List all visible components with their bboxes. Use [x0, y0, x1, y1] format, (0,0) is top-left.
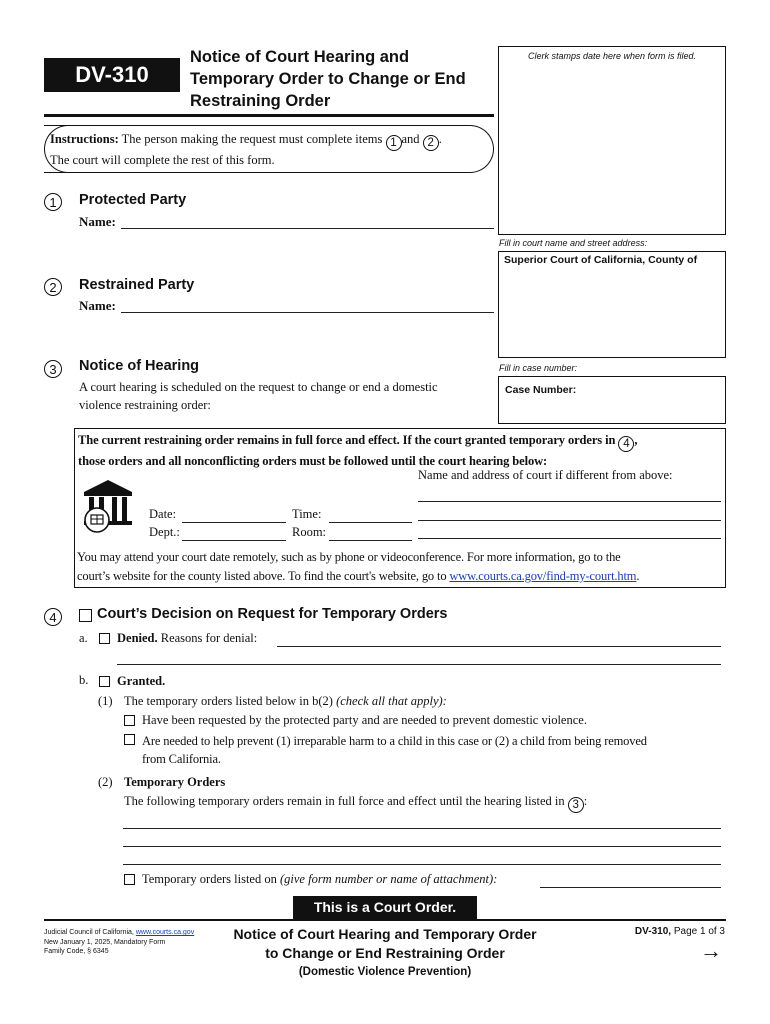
b2-text	[124, 794, 587, 813]
clerk-stamp-label: Clerk stamps date here when form is filed.	[527, 51, 697, 61]
b2-title: Temporary Orders	[124, 775, 226, 789]
title-line-3: Restraining Order	[190, 92, 331, 110]
attachment-text-main: Temporary orders listed on	[142, 872, 277, 886]
item-1-ref: 1	[386, 135, 402, 151]
b1-text-main: The temporary orders listed below in b(2)	[124, 694, 333, 708]
footer-title-line-2: to Change or End Restraining Order	[265, 945, 505, 961]
dept-line[interactable]	[182, 540, 286, 541]
court-fill-label: Fill in court name and street address:	[499, 238, 648, 248]
alt-court-label: Name and address of court if different from above:	[418, 468, 673, 482]
date-line[interactable]	[182, 522, 286, 523]
instructions-text-a: The person making the request must complete items	[121, 132, 383, 146]
remote-line-2: court’s website for the county listed above. To find the court's website, go to	[77, 569, 447, 583]
b2-text-main: The following temporary orders remain in full force and effect until the hearing listed in	[124, 794, 565, 808]
court-address-box[interactable]	[498, 251, 726, 358]
item-4-ref: 4	[618, 436, 634, 452]
item-2-ref: 2	[423, 135, 439, 151]
item-b-letter: b.	[79, 673, 89, 687]
notice-line-2: those orders and all nonconflicting orders must be followed until the court hearing below:	[78, 454, 548, 468]
room-line[interactable]	[329, 540, 412, 541]
find-my-court-link[interactable]: www.courts.ca.gov/find-my-court.htm	[449, 569, 637, 583]
courts-ca-gov-link[interactable]: www.courts.ca.gov	[135, 929, 195, 936]
room-label: Room:	[292, 525, 327, 539]
attachment-checkbox[interactable]	[124, 874, 135, 885]
section-3-number: 3	[44, 360, 62, 378]
section-3-text-line-1: A court hearing is scheduled on the request to change or end a domestic	[79, 380, 438, 394]
council-text: Judicial Council of California,	[44, 929, 134, 936]
remote-line-1: You may attend your court date remotely, such as by phone or videoconference. For more information, go to the	[77, 550, 621, 564]
b1-option-2-line-2: from California.	[142, 752, 221, 766]
b2-colon: :	[583, 794, 588, 808]
time-label: Time:	[292, 507, 322, 521]
b1-option-1-checkbox[interactable]	[124, 715, 135, 726]
hearing-notice	[78, 431, 723, 470]
b2-number: (2)	[98, 775, 113, 789]
form-revision-date: New January 1, 2025, Mandatory Form	[44, 938, 166, 946]
footer-form-number: DV-310,	[634, 926, 672, 937]
alt-court-line-3	[418, 538, 721, 539]
denied-reason-line-1[interactable]	[277, 646, 721, 647]
case-number-label: Case Number:	[505, 384, 577, 396]
denied-text	[117, 631, 257, 646]
court-order-banner: This is a Court Order.	[293, 896, 477, 919]
granted-checkbox[interactable]	[99, 676, 110, 687]
instructions-bold: Instructions:	[50, 132, 119, 146]
restrained-name-input[interactable]	[124, 297, 492, 311]
attachment-text	[142, 872, 497, 887]
restrained-name-label: Name:	[79, 298, 116, 313]
section-3-text-line-2: violence restraining order:	[79, 398, 211, 412]
denied-checkbox[interactable]	[99, 633, 110, 644]
family-code-ref: Family Code, § 6345	[44, 948, 109, 955]
protected-name-line	[121, 228, 494, 229]
section-1-title: Protected Party	[79, 192, 187, 208]
b1-option-1-text: Have been requested by the protected party and are needed to prevent domestic violence.	[142, 713, 587, 727]
instructions-text-b: The court will complete the rest of this form.	[50, 153, 275, 167]
protected-name-input[interactable]	[124, 213, 492, 227]
form-title	[190, 46, 500, 112]
next-page-arrow-icon[interactable]: →	[700, 938, 722, 963]
form-number-badge: DV-310	[44, 58, 180, 92]
denied-bold: Denied.	[117, 631, 158, 645]
header-rule	[44, 114, 494, 117]
instructions-and: and	[401, 132, 420, 146]
court-name-label: Superior Court of California, County of	[504, 254, 698, 266]
footer-subtitle: (Domestic Violence Prevention)	[298, 966, 472, 978]
b1-number: (1)	[98, 694, 113, 708]
denied-reason-label: Reasons for denial:	[160, 631, 258, 645]
date-label: Date:	[149, 507, 177, 521]
granted-text: Granted.	[117, 674, 166, 688]
section-2-number: 2	[44, 278, 62, 296]
attachment-line[interactable]	[540, 887, 721, 888]
section-1-number: 1	[44, 193, 62, 211]
item-a-letter: a.	[79, 631, 88, 645]
notice-line-1: The current restraining order remains in full force and effect. If the court granted temporary orders in	[78, 433, 616, 447]
section-3-text	[79, 378, 438, 414]
b1-option-2-text	[142, 732, 732, 768]
b1-text-italic: (check all that apply):	[336, 694, 447, 708]
title-line-1: Notice of Court Hearing and	[190, 48, 410, 66]
title-line-2: Temporary Order to Change or End	[190, 70, 466, 88]
dept-label: Dept.:	[149, 525, 180, 539]
orders-line-2[interactable]	[123, 846, 721, 847]
footer-title	[200, 925, 570, 982]
section-2-title: Restrained Party	[79, 277, 195, 293]
section-4-title: Court’s Decision on Request for Temporary Orders	[97, 606, 448, 622]
section-4-number: 4	[44, 608, 62, 626]
attachment-text-italic: (give form number or name of attachment):	[279, 872, 498, 886]
b1-option-2-line-1: Are needed to help prevent (1) irreparable harm to a child in this case or (2) a child from being removed	[142, 734, 647, 748]
footer-rule	[44, 919, 726, 921]
case-fill-label: Fill in case number:	[499, 363, 578, 373]
protected-name-label: Name:	[79, 214, 116, 229]
page-indicator: Page 1 of 3	[673, 926, 725, 937]
footer-source	[44, 928, 194, 957]
section-4-checkbox[interactable]	[79, 609, 92, 622]
remote-attendance-text	[77, 548, 725, 586]
remote-end: .	[636, 569, 640, 583]
item-3-ref: 3	[568, 797, 584, 813]
clerk-stamp-box	[498, 46, 726, 235]
denied-reason-line-2[interactable]	[117, 664, 721, 665]
alt-court-line-2	[418, 520, 721, 521]
footer-page-info	[600, 926, 725, 937]
b1-text	[124, 694, 447, 709]
restrained-name-line	[121, 312, 494, 313]
courthouse-icon	[80, 478, 136, 534]
instructions-period: .	[438, 132, 442, 146]
alt-court-line-1	[418, 501, 721, 502]
notice-line-1-end: ,	[634, 433, 638, 447]
time-line[interactable]	[329, 522, 412, 523]
section-3-title: Notice of Hearing	[79, 358, 200, 374]
orders-line-1[interactable]	[123, 828, 721, 829]
orders-line-3[interactable]	[123, 864, 721, 865]
footer-title-line-1: Notice of Court Hearing and Temporary Order	[233, 926, 537, 942]
b1-option-2-checkbox[interactable]	[124, 734, 135, 745]
instructions-text	[50, 130, 490, 169]
